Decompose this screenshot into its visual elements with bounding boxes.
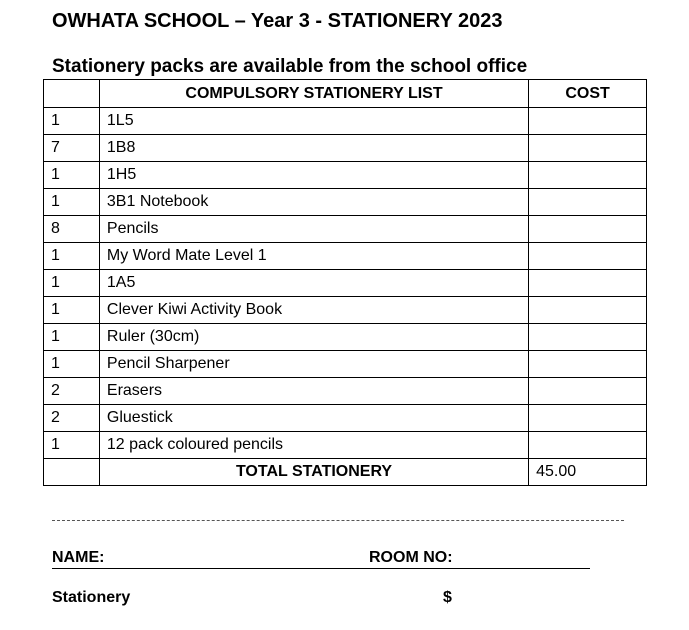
name-label: NAME: xyxy=(52,549,105,566)
stationery-label: Stationery xyxy=(52,589,131,606)
qty-cell: 8 xyxy=(44,216,100,243)
cost-cell xyxy=(529,189,647,216)
table-row xyxy=(44,216,647,243)
page-title: OWHATA SCHOOL – Year 3 - STATIONERY 2023 xyxy=(52,10,503,32)
table-row xyxy=(44,189,647,216)
item-header: COMPULSORY STATIONERY LIST xyxy=(99,80,528,108)
cut-line xyxy=(52,520,624,521)
item-cell: Pencils xyxy=(99,216,528,243)
qty-cell: 1 xyxy=(44,297,100,324)
qty-cell: 1 xyxy=(44,189,100,216)
cost-cell xyxy=(529,297,647,324)
total-value: 45.00 xyxy=(529,459,647,486)
table-row xyxy=(44,162,647,189)
table-header-row xyxy=(44,80,647,108)
item-cell: 1H5 xyxy=(99,162,528,189)
table-row xyxy=(44,324,647,351)
qty-cell: 1 xyxy=(44,351,100,378)
table-row xyxy=(44,243,647,270)
qty-cell: 1 xyxy=(44,243,100,270)
qty-cell: 1 xyxy=(44,324,100,351)
table-row xyxy=(44,297,647,324)
item-cell: Pencil Sharpener xyxy=(99,351,528,378)
table-row xyxy=(44,378,647,405)
qty-cell: 7 xyxy=(44,135,100,162)
room-field-line[interactable] xyxy=(369,568,590,569)
item-cell: 1L5 xyxy=(99,108,528,135)
item-cell: 1B8 xyxy=(99,135,528,162)
qty-cell: 1 xyxy=(44,162,100,189)
stationery-table xyxy=(43,79,647,486)
table-row xyxy=(44,351,647,378)
item-cell: Ruler (30cm) xyxy=(99,324,528,351)
table-row xyxy=(44,270,647,297)
total-label: TOTAL STATIONERY xyxy=(99,459,528,486)
qty-cell: 1 xyxy=(44,108,100,135)
cost-cell xyxy=(529,216,647,243)
cost-cell xyxy=(529,108,647,135)
table-row xyxy=(44,432,647,459)
item-cell: My Word Mate Level 1 xyxy=(99,243,528,270)
item-cell: Clever Kiwi Activity Book xyxy=(99,297,528,324)
currency-symbol: $ xyxy=(443,589,452,606)
total-row xyxy=(44,459,647,486)
cost-cell xyxy=(529,162,647,189)
item-cell: 3B1 Notebook xyxy=(99,189,528,216)
item-cell: Gluestick xyxy=(99,405,528,432)
cost-cell xyxy=(529,432,647,459)
item-cell: 12 pack coloured pencils xyxy=(99,432,528,459)
table-row xyxy=(44,108,647,135)
qty-cell: 1 xyxy=(44,432,100,459)
page-subtitle: Stationery packs are available from the school office xyxy=(52,56,528,77)
cost-cell xyxy=(529,351,647,378)
item-cell: Erasers xyxy=(99,378,528,405)
cost-cell xyxy=(529,324,647,351)
item-cell: 1A5 xyxy=(99,270,528,297)
cost-cell xyxy=(529,270,647,297)
qty-cell: 2 xyxy=(44,405,100,432)
cost-cell xyxy=(529,243,647,270)
qty-cell: 2 xyxy=(44,378,100,405)
room-label: ROOM NO: xyxy=(369,549,453,566)
table-row xyxy=(44,135,647,162)
qty-cell: 1 xyxy=(44,270,100,297)
cost-cell xyxy=(529,135,647,162)
cost-header: COST xyxy=(529,80,647,108)
name-field-line[interactable] xyxy=(52,568,372,569)
total-qty-cell xyxy=(44,459,100,486)
table-row xyxy=(44,405,647,432)
cost-cell xyxy=(529,378,647,405)
cost-cell xyxy=(529,405,647,432)
qty-header xyxy=(44,80,100,108)
